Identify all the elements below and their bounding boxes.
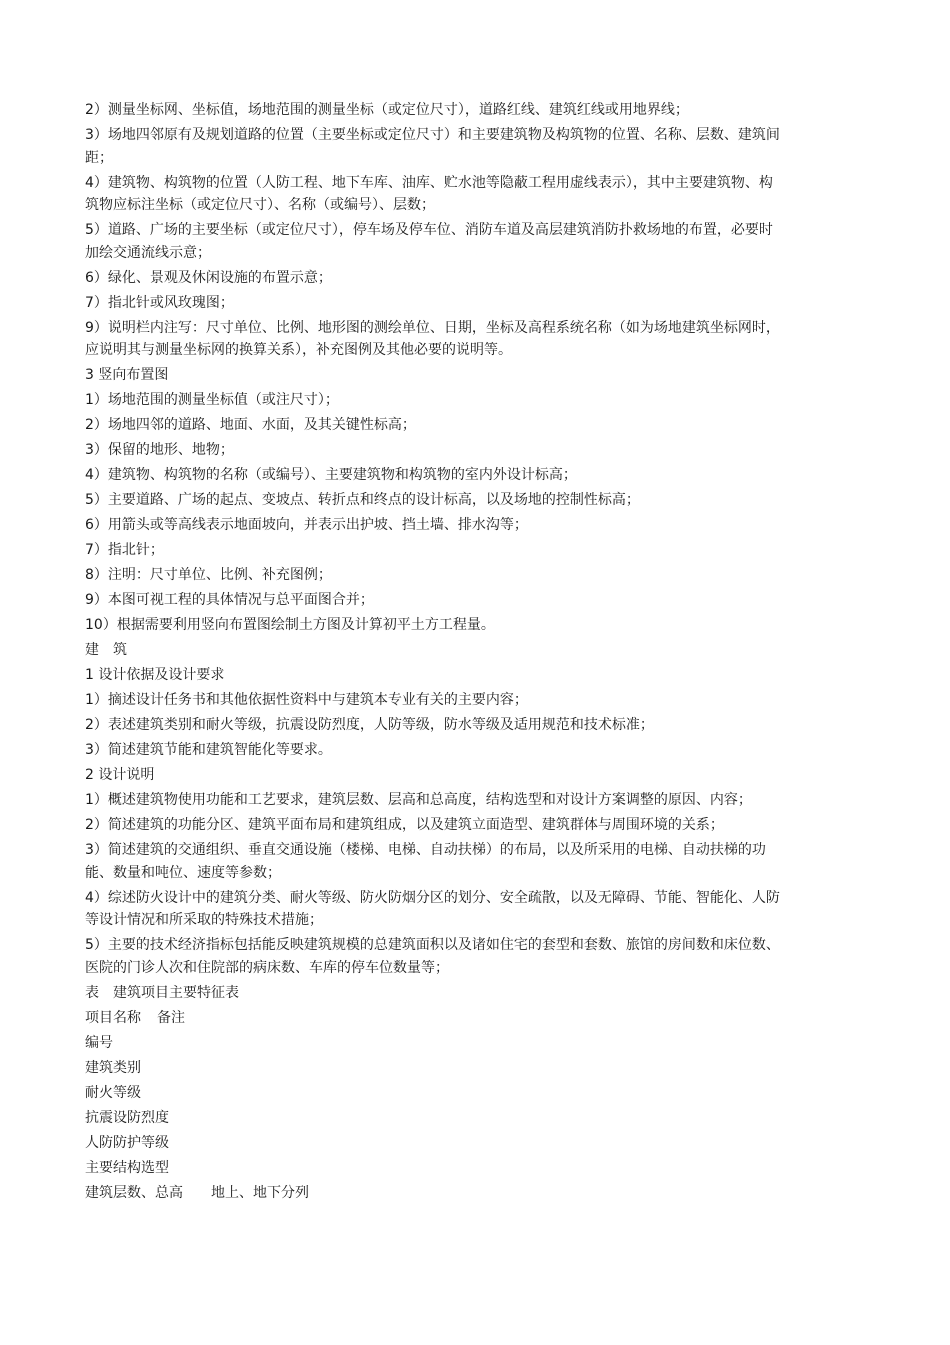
paragraph: 2）测量坐标网、坐标值，场地范围的测量坐标（或定位尺寸），道路红线、建筑红线或用地界线；: [85, 102, 689, 118]
paragraph: 表 建筑项目主要特征表: [85, 984, 239, 1001]
table-row: [85, 1107, 785, 1130]
paragraph: 3）简述建筑节能和建筑智能化等要求。: [85, 742, 332, 758]
paragraph: 1）摘述设计任务书和其他依据性资料中与建筑本专业有关的主要内容；: [85, 692, 528, 708]
paragraph: 7）指北针或风玫瑰图；: [85, 294, 234, 311]
paragraph: 5）主要道路、广场的起点、变坡点、转折点和终点的设计标高，以及场地的控制性标高；: [85, 492, 640, 508]
paragraph: 3 竖向布置图: [85, 367, 169, 383]
paragraph: 2）场地四邻的道路、地面、水面，及其关键性标高；: [85, 417, 416, 433]
table-row: [85, 1157, 785, 1180]
paragraph: 1）概述建筑物使用功能和工艺要求，建筑层数、层高和总高度，结构选型和对设计方案调整的原因、内容；: [85, 792, 752, 808]
paragraph: 9）说明栏内注写：尺寸单位、比例、地形图的测绘单位、日期，坐标及高程系统名称（如为场地建筑坐标网时，应说明其与测量坐标网的换算关系），补充图例及其他必要的说明等。: [85, 319, 780, 358]
paragraph: 1 设计依据及设计要求: [85, 667, 225, 683]
table-row: [85, 1182, 785, 1205]
table-cell-item: 建筑类别: [85, 1059, 141, 1076]
document-body: [85, 99, 785, 1004]
table-cell-item: 人防防护等级: [85, 1134, 169, 1151]
paragraph: 8）注明：尺寸单位、比例、补充图例；: [85, 567, 332, 583]
paragraph: 9）本图可视工程的具体情况与总平面图合并；: [85, 592, 374, 608]
table-cell-item: 编号: [85, 1034, 113, 1051]
paragraph: 4）建筑物、构筑物的名称（或编号）、主要建筑物和构筑物的室内外设计标高；: [85, 467, 577, 483]
table-cell-item: 项目名称: [85, 1009, 141, 1026]
table-cell-item: 建筑层数、总高: [85, 1184, 183, 1201]
table-cell-item: 主要结构选型: [85, 1159, 169, 1176]
table-row: [85, 1082, 785, 1105]
paragraph: 2）表述建筑类别和耐火等级，抗震设防烈度，人防等级，防水等级及适用规范和技术标准；: [85, 717, 654, 733]
table-cell-item: 抗震设防烈度: [85, 1109, 169, 1126]
paragraph: 2 设计说明: [85, 767, 155, 783]
paragraph: 6）用箭头或等高线表示地面坡向，并表示出护坡、挡土墙、排水沟等；: [85, 517, 528, 533]
paragraph: 3）场地四邻原有及规划道路的位置（主要坐标或定位尺寸）和主要建筑物及构筑物的位置、名称、层数、建筑间距；: [85, 127, 780, 166]
paragraph: 3）保留的地形、地物；: [85, 442, 234, 458]
table-row: [85, 1057, 785, 1080]
paragraph: 4）建筑物、构筑物的位置（人防工程、地下车库、油库、贮水池等隐蔽工程用虚线表示），其中主要建筑物、构筑物应标注坐标（或定位尺寸）、名称（或编号）、层数；: [85, 174, 773, 213]
feature-table: [85, 1007, 785, 1205]
table-cell-item: 耐火等级: [85, 1084, 141, 1101]
document-page: [85, 99, 785, 1207]
paragraph: 建 筑: [85, 642, 127, 658]
table-cell-note: 地上、地下分列: [211, 1184, 309, 1201]
paragraph: 1）场地范围的测量坐标值（或注尺寸）；: [85, 392, 339, 408]
paragraph: 3）简述建筑的交通组织、垂直交通设施（楼梯、电梯、自动扶梯）的布局，以及所采用的电梯、自动扶梯的功能、数量和吨位、速度等参数；: [85, 842, 766, 881]
paragraph: 5）主要的技术经济指标包括能反映建筑规模的总建筑面积以及诸如住宅的套型和套数、旅馆的房间数和床位数、医院的门诊人次和住院部的病床数、车库的停车位数量等；: [85, 937, 780, 976]
paragraph: 10）根据需要利用竖向布置图绘制土方图及计算初平土方工程量。: [85, 617, 495, 633]
table-row: [85, 1032, 785, 1055]
paragraph: 6）绿化、景观及休闲设施的布置示意；: [85, 269, 332, 286]
paragraph: 7）指北针；: [85, 542, 164, 558]
paragraph: 4）综述防火设计中的建筑分类、耐火等级、防火防烟分区的划分、安全疏散，以及无障碍、节能、智能化、人防等设计情况和所采取的特殊技术措施；: [85, 889, 780, 928]
table-row: [85, 1132, 785, 1155]
table-row: [85, 1007, 785, 1030]
table-cell-note: 备注: [157, 1009, 185, 1026]
paragraph: 2）简述建筑的功能分区、建筑平面布局和建筑组成，以及建筑立面造型、建筑群体与周围环境的关系；: [85, 817, 724, 833]
paragraph: 5）道路、广场的主要坐标（或定位尺寸），停车场及停车位、消防车道及高层建筑消防扑救场地的布置，必要时加绘交通流线示意；: [85, 222, 773, 261]
